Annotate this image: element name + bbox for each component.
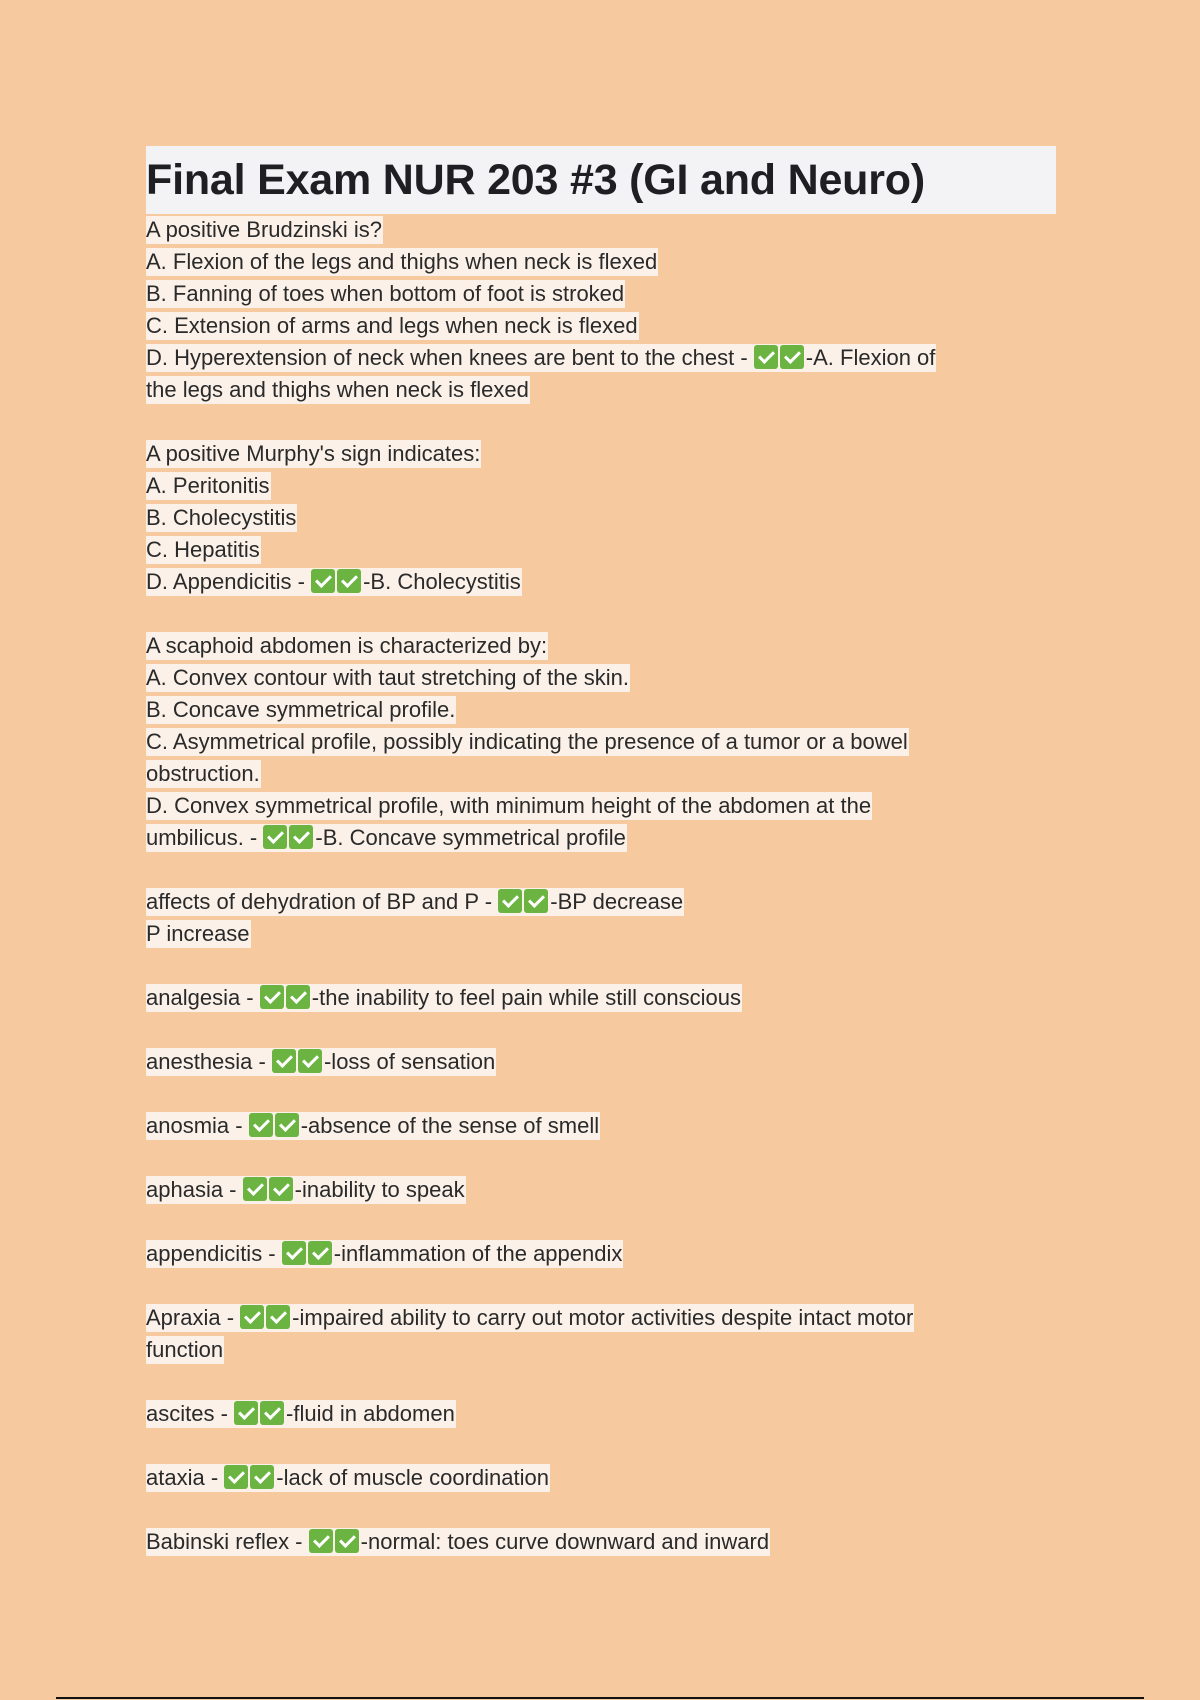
term-definition: -fluid in abdomen: [286, 1401, 455, 1426]
question-option: D. Appendicitis -: [146, 569, 305, 594]
check-icon: [249, 1113, 273, 1137]
term-3: [146, 1046, 1056, 1078]
question-option: A. Convex contour with taut stretching of the skin.: [146, 665, 630, 690]
term-label: appendicitis -: [146, 1241, 276, 1266]
check-icon: [260, 1401, 284, 1425]
term-label: ataxia -: [146, 1465, 219, 1490]
term-definition: -BP decrease: [550, 889, 684, 914]
check-icon: [309, 1529, 333, 1553]
question-prompt: A positive Brudzinski is?: [146, 217, 382, 242]
term-definition-continued: P increase: [146, 921, 250, 946]
answer-text: -B. Cholecystitis: [363, 569, 521, 594]
term-8: [146, 1398, 1056, 1430]
question-prompt: A positive Murphy's sign indicates:: [146, 441, 481, 466]
check-icon: [524, 889, 548, 913]
question-option: D. Convex symmetrical profile, with minimum height of the abdomen at the: [146, 793, 872, 818]
term-label: anosmia -: [146, 1113, 243, 1138]
question-option: C. Hepatitis: [146, 537, 260, 562]
term-definition: -lack of muscle coordination: [276, 1465, 549, 1490]
answer-text: -A. Flexion of: [805, 345, 936, 370]
term-definition: -normal: toes curve downward and inward: [360, 1529, 770, 1554]
title-bar: [146, 146, 1056, 214]
check-icon: [224, 1465, 248, 1489]
question-option: C. Asymmetrical profile, possibly indicating the presence of a tumor or a bowel: [146, 729, 908, 754]
question-option: B. Fanning of toes when bottom of foot is stroked: [146, 281, 625, 306]
check-icon: [498, 889, 522, 913]
check-icon: [260, 985, 284, 1009]
check-icon: [266, 1305, 290, 1329]
check-icon: [269, 1177, 293, 1201]
term-label: aphasia -: [146, 1177, 237, 1202]
check-icon: [250, 1465, 274, 1489]
question-option: B. Concave symmetrical profile.: [146, 697, 456, 722]
check-icon: [286, 985, 310, 1009]
term-definition: -impaired ability to carry out motor activities despite intact motor: [292, 1305, 914, 1330]
check-icon: [263, 825, 287, 849]
term-7: [146, 1302, 1056, 1366]
check-icon: [234, 1401, 258, 1425]
check-icon: [272, 1049, 296, 1073]
check-icon: [298, 1049, 322, 1073]
term-1: [146, 886, 1056, 950]
term-label: affects of dehydration of BP and P -: [146, 889, 493, 914]
check-icon: [780, 345, 804, 369]
check-icon: [311, 569, 335, 593]
question-1: [146, 214, 1056, 406]
term-6: [146, 1238, 1056, 1270]
term-definition: -absence of the sense of smell: [300, 1113, 600, 1138]
check-icon: [754, 345, 778, 369]
term-9: [146, 1462, 1056, 1494]
check-icon: [308, 1241, 332, 1265]
term-label: analgesia -: [146, 985, 254, 1010]
answer-text: -B. Concave symmetrical profile: [315, 825, 626, 850]
term-definition: -inflammation of the appendix: [333, 1241, 623, 1266]
document-page: [146, 146, 1056, 1558]
term-10: [146, 1526, 1056, 1558]
term-label: Babinski reflex -: [146, 1529, 303, 1554]
check-icon: [240, 1305, 264, 1329]
question-option: A. Flexion of the legs and thighs when neck is flexed: [146, 249, 658, 274]
term-4: [146, 1110, 1056, 1142]
question-option: C. Extension of arms and legs when neck is flexed: [146, 313, 638, 338]
footer-divider: [56, 1697, 1144, 1699]
check-icon: [335, 1529, 359, 1553]
question-3: [146, 630, 1056, 854]
term-2: [146, 982, 1056, 1014]
question-prompt: A scaphoid abdomen is characterized by:: [146, 633, 548, 658]
term-definition-continued: function: [146, 1337, 224, 1362]
question-option: obstruction.: [146, 761, 260, 786]
question-option: B. Cholecystitis: [146, 505, 297, 530]
term-definition: -the inability to feel pain while still conscious: [311, 985, 741, 1010]
question-option: A. Peritonitis: [146, 473, 270, 498]
check-icon: [289, 825, 313, 849]
page-title: Final Exam NUR 203 #3 (GI and Neuro): [146, 155, 925, 204]
check-icon: [282, 1241, 306, 1265]
term-definition: -inability to speak: [294, 1177, 465, 1202]
answer-text-continued: the legs and thighs when neck is flexed: [146, 377, 529, 402]
check-icon: [275, 1113, 299, 1137]
term-label: ascites -: [146, 1401, 228, 1426]
term-5: [146, 1174, 1056, 1206]
term-label: anesthesia -: [146, 1049, 266, 1074]
term-label: Apraxia -: [146, 1305, 235, 1330]
check-icon: [337, 569, 361, 593]
check-icon: [243, 1177, 267, 1201]
question-2: [146, 438, 1056, 598]
question-option: D. Hyperextension of neck when knees are bent to the chest -: [146, 345, 748, 370]
question-option: umbilicus. -: [146, 825, 258, 850]
term-definition: -loss of sensation: [323, 1049, 496, 1074]
